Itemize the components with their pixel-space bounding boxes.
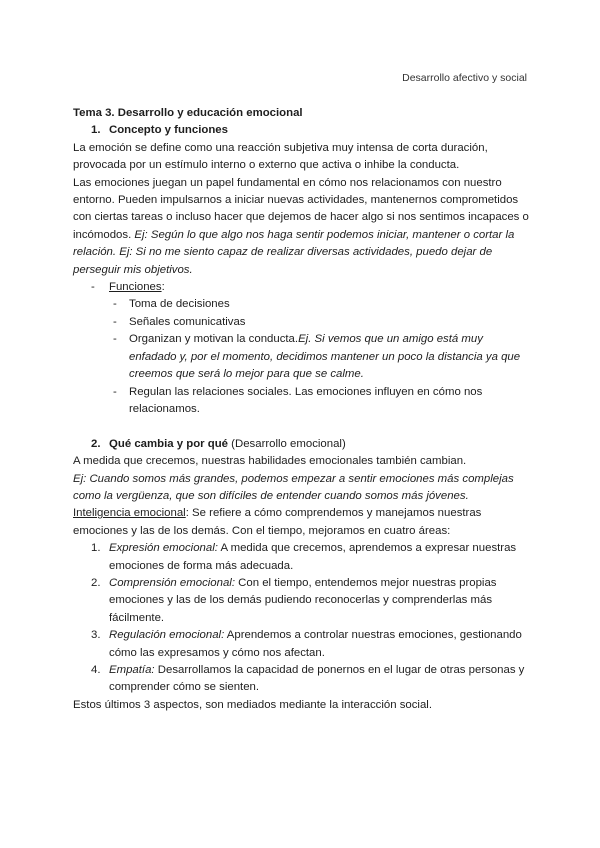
area-item [73, 540, 533, 575]
area-term: Regulación emocional: [109, 629, 225, 642]
area-number: 4. [91, 663, 101, 676]
emotion-role-text: Las emociones juegan un papel fundamental en cómo nos relacionamos con nuestro entorno. Pueden impulsarnos a iniciar nuevas actividades, mantenernos comprometidos con ciertas tareas o incluso hacer que dejemos de hacer algo si nos sentimos incapaces o incómodos. [73, 176, 529, 241]
area-text: Desarrollamos la capacidad de ponernos en el lugar de otras personas y comprender cómo se sienten. [109, 663, 525, 694]
funciones-colon: : [161, 281, 165, 294]
funciones-label: Funciones [109, 281, 162, 294]
section-2-heading [73, 436, 533, 453]
ie-paragraph [73, 505, 533, 540]
ie-text: : Se refiere a cómo comprendemos y manejamos nuestras emociones y las de los demás. Con el tiempo, mejoramos en cuatro áreas: [73, 507, 482, 537]
function-item: - Señales comunicativas [113, 315, 246, 328]
emotion-definition: La emoción se define como una reacción subjetiva muy intensa de corta duración, provocada por un estímulo interno o externo que activa o inhibe la conducta. [73, 141, 488, 172]
area-number: 1. [91, 542, 101, 555]
section-2-subtitle: (Desarrollo emocional) [228, 437, 346, 450]
area-term: Empatía: [109, 663, 155, 676]
running-header: Desarrollo afectivo y social [402, 72, 527, 84]
function-text: Toma de decisiones [129, 298, 230, 311]
function-example: Ej. Si vemos que un amigo está muy enfadado y, por el momento, decidimos mantener un poco la distancia ya que creemos que será lo mejor para que se calme. [129, 333, 521, 381]
section-2-number: 2. [91, 437, 101, 450]
section-1-title: Concepto y funciones [109, 124, 228, 137]
closing-paragraph: Estos últimos 3 aspectos, son mediados mediante la interacción social. [73, 698, 432, 711]
section-1-number: 1. [91, 124, 101, 137]
function-item: - Regulan las relaciones sociales. Las emociones influyen en cómo nos relacionamos. [113, 385, 483, 415]
function-text: Regulan las relaciones sociales. Las emociones influyen en cómo nos relacionamos. [129, 385, 483, 415]
ie-label: Inteligencia emocional [73, 507, 186, 520]
function-item: - Toma de decisiones [113, 298, 230, 311]
emotion-role-example: Ej: Según lo que algo nos haga sentir podemos iniciar, mantener o cortar la relación. Ej: Si no me siento capaz de realizar diversas actividades, puedo dejar de perseguir mis objetivos. [73, 228, 515, 276]
document-title: Tema 3. Desarrollo y educación emocional [73, 107, 303, 119]
area-term: Expresión emocional: [109, 542, 218, 555]
growth-example: Ej: Cuando somos más grandes, podemos empezar a sentir emociones más complejas como la vergüenza, que son difíciles de entender cuando somos más jóvenes. [73, 472, 514, 502]
area-term: Comprensión emocional: [109, 576, 235, 589]
area-item [73, 627, 533, 662]
section-1-heading [73, 122, 533, 139]
function-text: Organizan y motivan la conducta. [129, 333, 299, 346]
area-item [73, 662, 533, 697]
area-text: A medida que crecemos, aprendemos a expresar nuestras emociones de forma más adecuada. [109, 542, 517, 572]
area-text: Aprendemos a controlar nuestras emociones, gestionando cómo las expresamos y cómo nos afectan. [109, 629, 522, 659]
growth-paragraph: A medida que crecemos, nuestras habilidades emocionales también cambian. [73, 455, 467, 468]
document-body [73, 105, 533, 714]
funciones-item: - Funciones: [91, 281, 165, 294]
emotion-role-paragraph [73, 175, 533, 279]
function-text: Señales comunicativas [129, 315, 246, 328]
area-item [73, 575, 533, 627]
area-text: Con el tiempo, entendemos mejor nuestras propias emociones y las de los demás pudiendo reconocerlas y comprenderlas más fácilmente. [109, 576, 497, 624]
function-item: - Organizan y motivan la conducta.Ej. Si vemos que un amigo está muy enfadado y, por el momento, decidimos mantener un poco la distancia ya que creemos que será lo mejor para que se calme. [113, 333, 521, 381]
area-number: 2. [91, 576, 101, 589]
section-2-title: Qué cambia y por qué [109, 437, 229, 450]
area-number: 3. [91, 629, 101, 642]
